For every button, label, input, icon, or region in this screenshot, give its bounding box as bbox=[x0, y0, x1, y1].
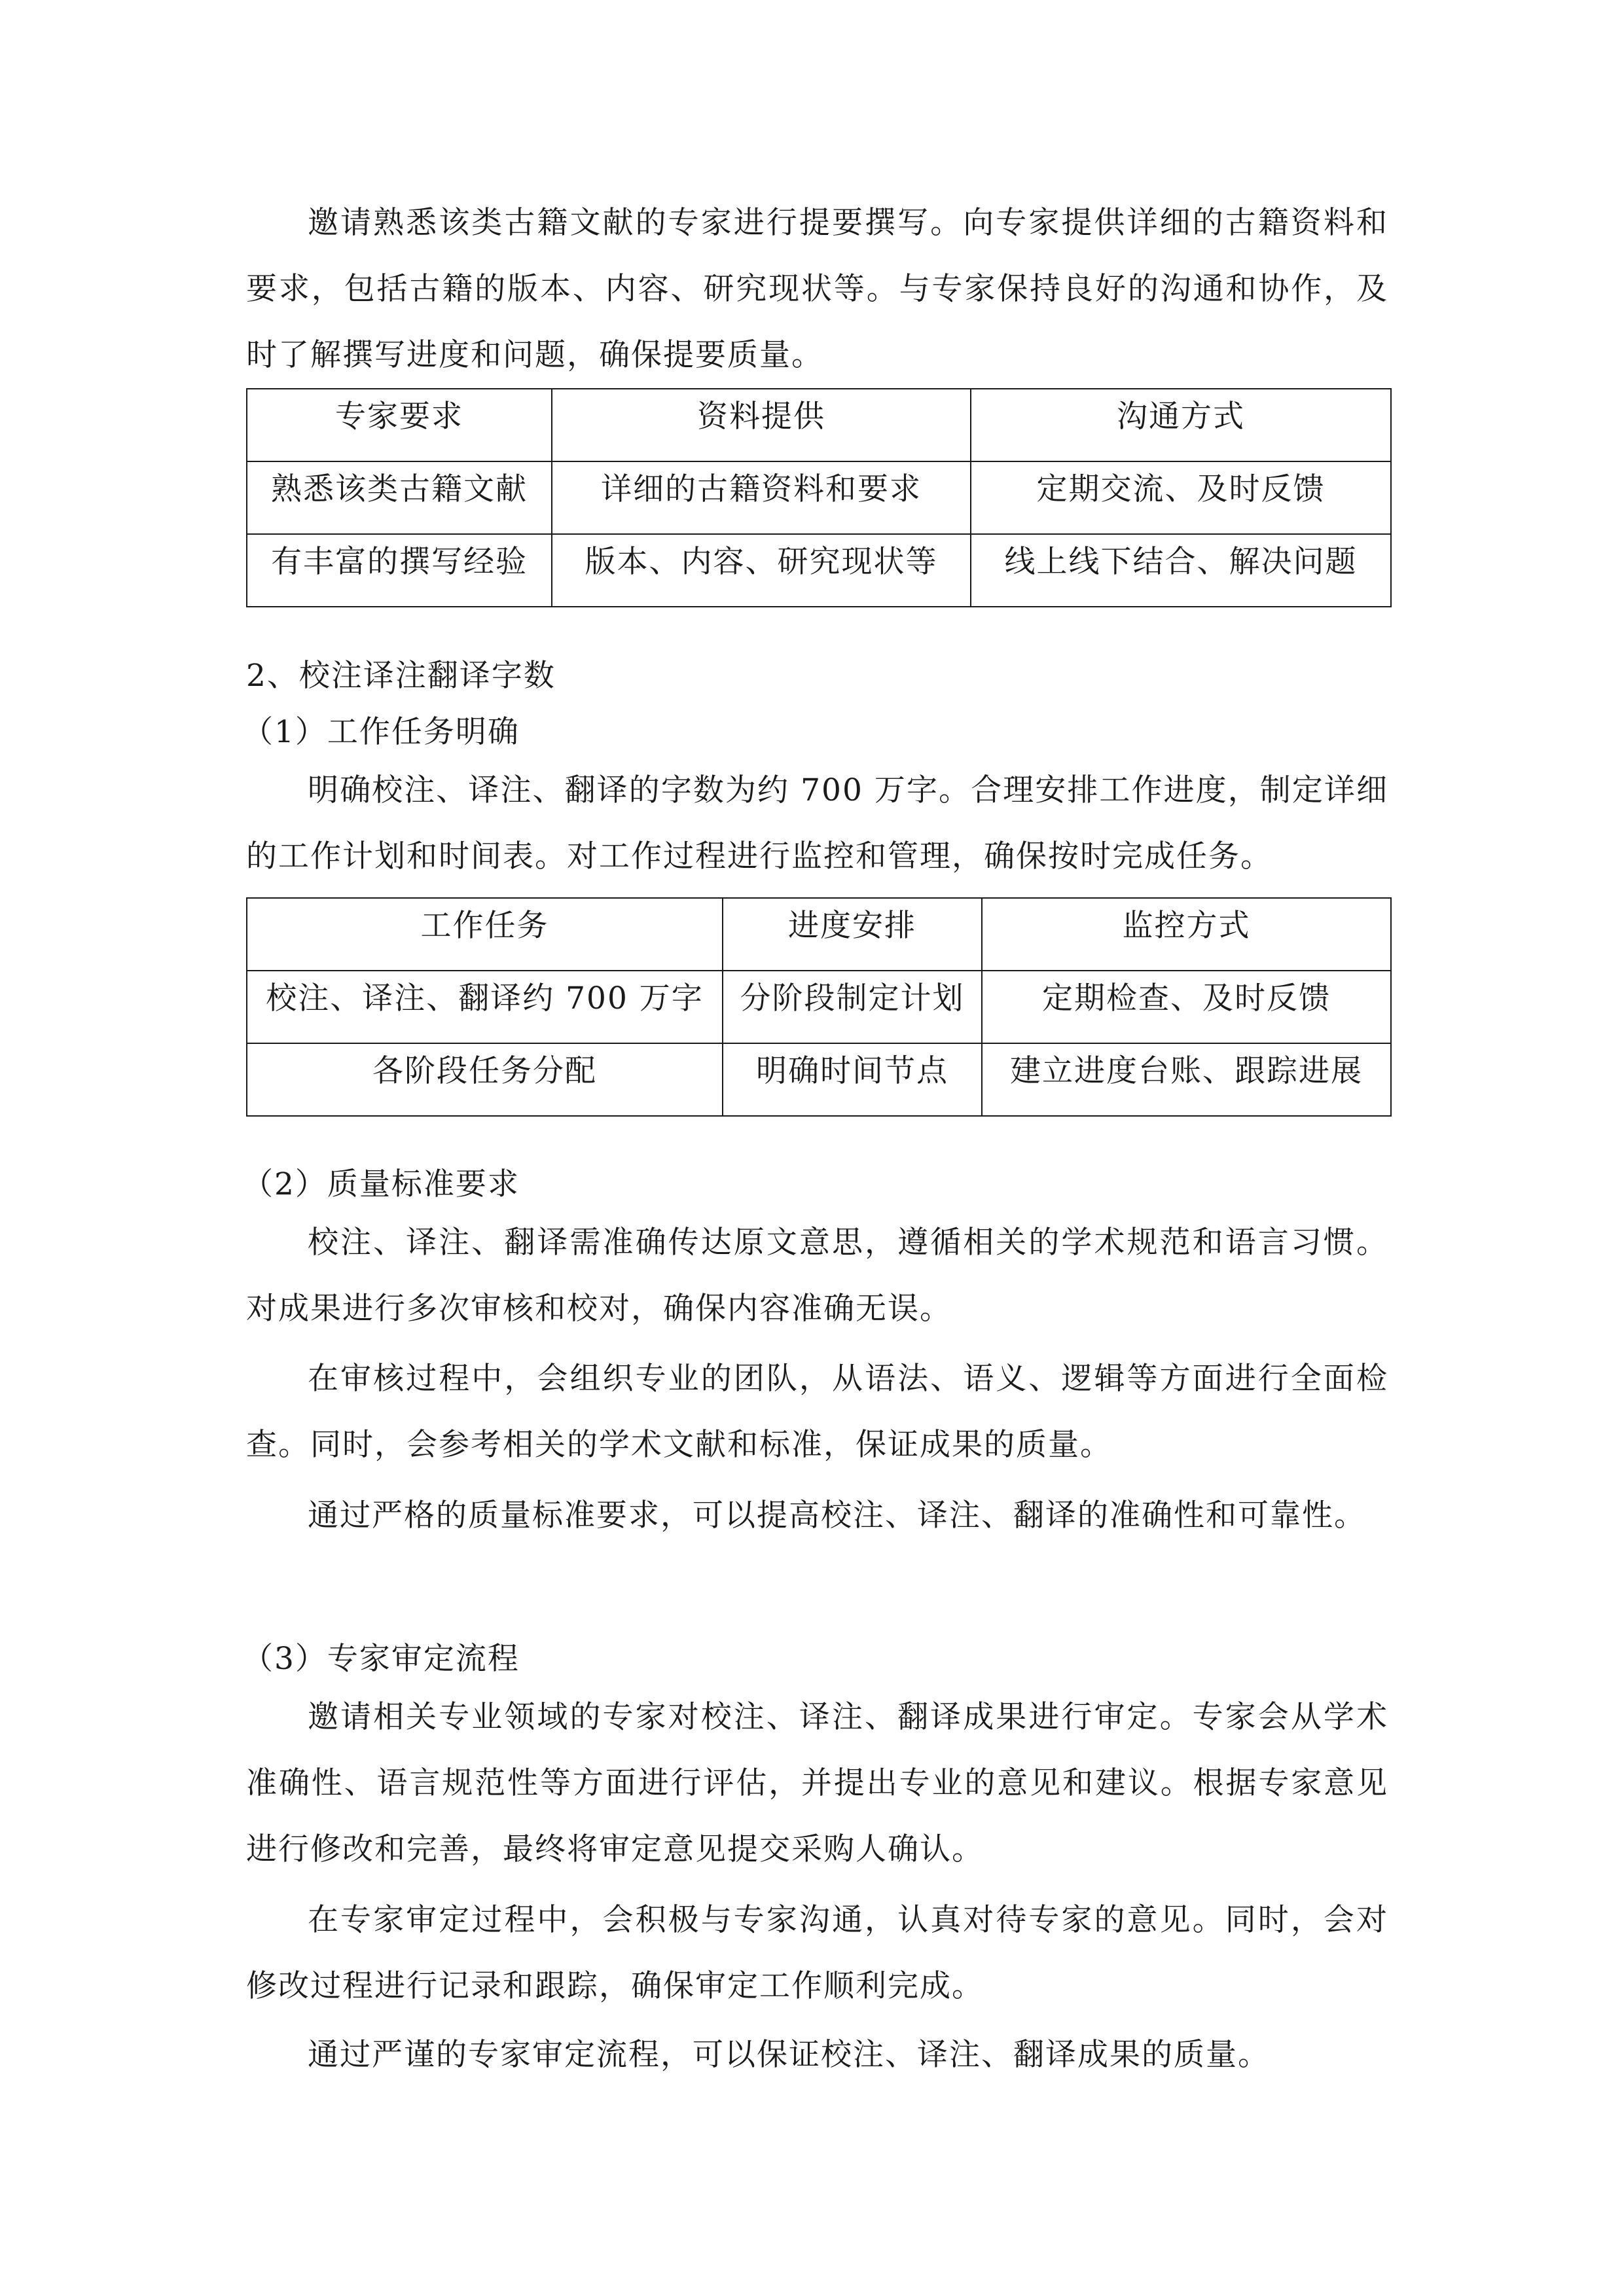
table-cell: 明确时间节点 bbox=[723, 1043, 982, 1116]
section-heading: 2、校注译注翻译字数 bbox=[246, 658, 556, 694]
table-header-row bbox=[247, 898, 1391, 971]
review-paragraph: 通过严谨的专家审定流程，可以保证校注、译注、翻译成果的质量。 bbox=[308, 2037, 1270, 2073]
task-paragraph: 明确校注、译注、翻译的字数为约 700 万字。合理安排工作进度，制定详细的工作计划和时间表。对工作过程进行监控和管理，确保按时完成任务。 bbox=[246, 772, 1388, 874]
table-cell: 分阶段制定计划 bbox=[723, 971, 982, 1043]
table-header-cell: 工作任务 bbox=[247, 898, 723, 971]
table-row bbox=[247, 461, 1391, 534]
table-cell: 定期交流、及时反馈 bbox=[971, 461, 1391, 534]
table-header-cell: 监控方式 bbox=[982, 898, 1391, 971]
table-header-cell: 专家要求 bbox=[247, 389, 552, 461]
subsection-heading: （2）质量标准要求 bbox=[242, 1166, 520, 1202]
table-cell: 校注、译注、翻译约 700 万字 bbox=[247, 971, 723, 1043]
work-schedule-table bbox=[246, 897, 1392, 1117]
review-paragraph: 邀请相关专业领域的专家对校注、译注、翻译成果进行审定。专家会从学术准确性、语言规范性等方面进行评估，并提出专业的意见和建议。根据专家意见进行修改和完善，最终将审定意见提交采购人确认。 bbox=[246, 1699, 1388, 1867]
table-cell: 定期检查、及时反馈 bbox=[982, 971, 1391, 1043]
expert-requirements-table bbox=[246, 388, 1392, 607]
table-cell: 各阶段任务分配 bbox=[247, 1043, 723, 1116]
table-header-cell: 沟通方式 bbox=[971, 389, 1391, 461]
table-row bbox=[247, 534, 1391, 607]
table-header-row bbox=[247, 389, 1391, 461]
table-cell: 详细的古籍资料和要求 bbox=[552, 461, 971, 534]
table-row bbox=[247, 971, 1391, 1043]
table-header-cell: 资料提供 bbox=[552, 389, 971, 461]
intro-paragraph: 邀请熟悉该类古籍文献的专家进行提要撰写。向专家提供详细的古籍资料和要求，包括古籍的版本、内容、研究现状等。与专家保持良好的沟通和协作，及时了解撰写进度和问题，确保提要质量。 bbox=[246, 205, 1388, 373]
table-header-cell: 进度安排 bbox=[723, 898, 982, 971]
table-cell: 有丰富的撰写经验 bbox=[247, 534, 552, 607]
table-cell: 建立进度台账、跟踪进展 bbox=[982, 1043, 1391, 1116]
table-cell: 版本、内容、研究现状等 bbox=[552, 534, 971, 607]
quality-paragraph: 在审核过程中，会组织专业的团队，从语法、语义、逻辑等方面进行全面检查。同时，会参考相关的学术文献和标准，保证成果的质量。 bbox=[246, 1361, 1388, 1463]
review-paragraph: 在专家审定过程中，会积极与专家沟通，认真对待专家的意见。同时，会对修改过程进行记录和跟踪，确保审定工作顺利完成。 bbox=[246, 1902, 1388, 2004]
table-cell: 线上线下结合、解决问题 bbox=[971, 534, 1391, 607]
quality-paragraph: 通过严格的质量标准要求，可以提高校注、译注、翻译的准确性和可靠性。 bbox=[308, 1498, 1366, 1534]
table-row bbox=[247, 1043, 1391, 1116]
table-cell: 熟悉该类古籍文献 bbox=[247, 461, 552, 534]
subsection-heading: （1）工作任务明确 bbox=[242, 714, 520, 750]
subsection-heading: （3）专家审定流程 bbox=[242, 1641, 520, 1677]
quality-paragraph: 校注、译注、翻译需准确传达原文意思，遵循相关的学术规范和语言习惯。对成果进行多次审核和校对，确保内容准确无误。 bbox=[246, 1225, 1388, 1327]
